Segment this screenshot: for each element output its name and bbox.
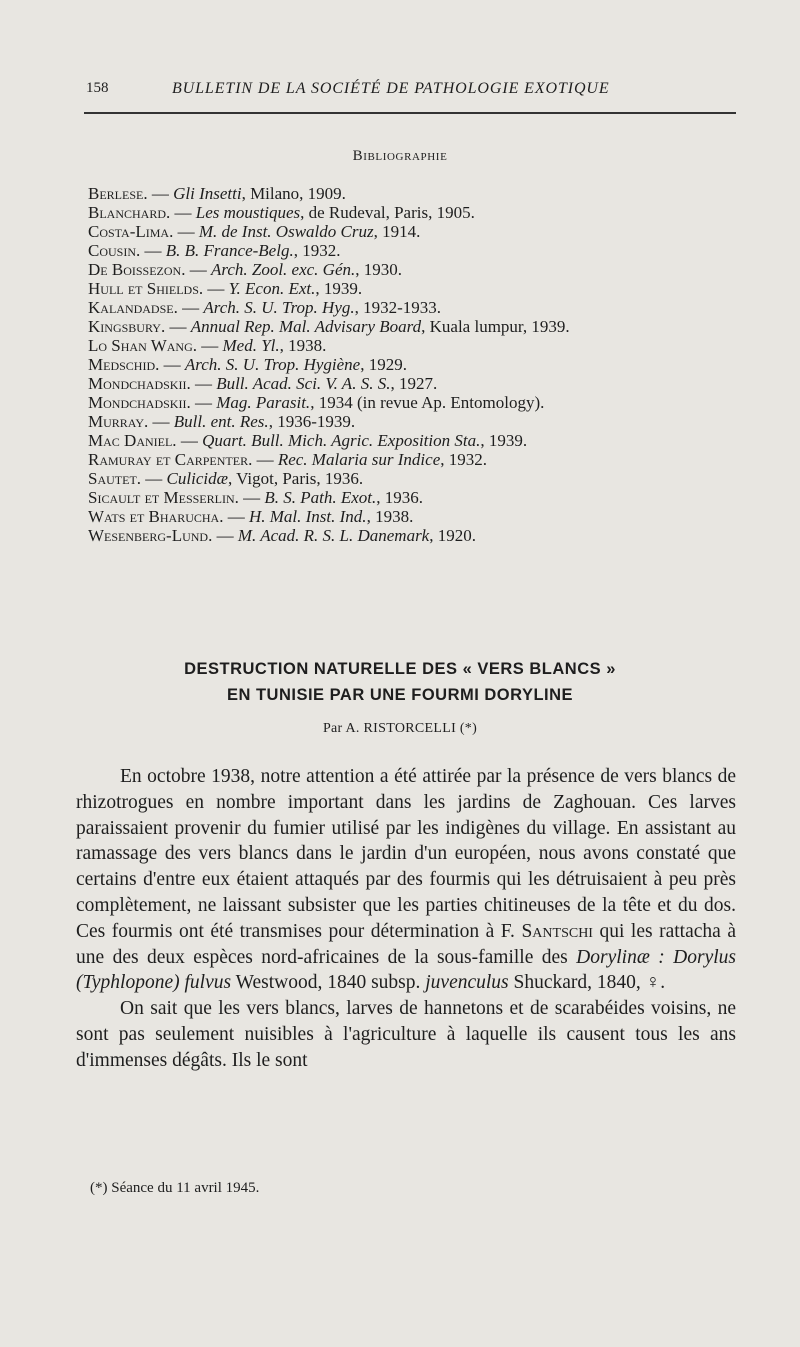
entry-author: Sicault et Messerlin. [88, 488, 239, 507]
entry-details: , de Rudeval, Paris, 1905. [300, 203, 475, 222]
paragraph-1-text-c: Westwood, 1840 subsp. [231, 972, 426, 994]
bibliography-entry [88, 184, 800, 203]
entry-title: B. B. France-Belg. [165, 241, 294, 260]
entry-title: Arch. S. U. Trop. Hygiène [184, 355, 361, 374]
entry-separator: — [203, 279, 229, 298]
entry-separator: — [252, 450, 278, 469]
bibliography-entry [88, 241, 800, 260]
entry-details: , 1914. [373, 222, 421, 241]
entry-author: De Boissezon. [88, 260, 186, 279]
bibliography-entry [88, 222, 800, 241]
entry-title: Bull. Acad. Sci. V. A. S. S. [216, 374, 391, 393]
bibliography-entry [88, 393, 800, 412]
entry-separator: — [177, 298, 204, 317]
bibliography-entry [88, 488, 800, 507]
paragraph-2: On sait que les vers blancs, larves de hannetons et de scarabéides voisins, ne sont pas seulement nuisibles à l'agriculture à laquelle ils causent tous les ans d'immenses dégâts. Ils le sont [76, 998, 736, 1071]
bibliography-list [88, 184, 800, 545]
entry-separator: — [165, 317, 191, 336]
paragraph-1-text-d: Shuckard, 1840, ♀. [508, 972, 666, 994]
entry-details: , 1920. [429, 526, 476, 545]
entry-separator: — [159, 355, 185, 374]
entry-title: Med. Yl. [222, 336, 280, 355]
entry-details: , 1938. [279, 336, 327, 355]
journal-title: BULLETIN DE LA SOCIÉTÉ DE PATHOLOGIE EXOTIQUE [172, 80, 610, 97]
entry-author: Cousin. [88, 241, 141, 260]
entry-separator: — [223, 507, 249, 526]
entry-separator: — [238, 488, 265, 507]
entry-author: Mac Daniel. [88, 431, 177, 450]
entry-title: M. de Inst. Oswaldo Cruz [198, 222, 374, 241]
article-body [76, 764, 736, 1074]
bibliography-entry [88, 355, 800, 374]
entry-title: Arch. Zool. exc. Gén. [210, 260, 356, 279]
entry-separator: — [173, 222, 199, 241]
entry-author: Medschid. [88, 355, 160, 374]
entry-author: Hull et Shields. [88, 279, 204, 298]
subspecies-name: juvenculus [425, 972, 509, 994]
entry-separator: — [212, 526, 238, 545]
entry-separator: — [141, 469, 167, 488]
paragraph-1-text-a: En octobre 1938, notre attention a été attirée par la présence de vers blancs de rhizotrogues en nombre important dans les jardins de Zaghouan. Ces larves paraissaient provenir du fumier utilisé par les indigènes du village. En assistant au ramassage des vers blancs dans le jardin d'un européen, nous avons constaté que certains d'entre eux étaient attaqués par des fourmis qui les détruisaient à peu près complètement, ne laissant subsister que les parties chitineuses de la tête et du dos. Ces fourmis ont été transmises pour détermination à F. [76, 766, 736, 942]
bibliography-heading: Bibliographie [352, 148, 448, 164]
entry-author: Wats et Bharucha. [88, 507, 224, 526]
entry-details: , 1927. [390, 374, 438, 393]
bibliography-entry [88, 412, 800, 431]
header-rule [84, 112, 736, 114]
entry-separator: — [197, 336, 223, 355]
running-header [86, 80, 736, 102]
article-title [0, 656, 800, 708]
entry-author: Berlese. [88, 184, 148, 203]
entry-author: Murray. [88, 412, 149, 431]
entry-title: Arch. S. U. Trop. Hyg. [203, 298, 355, 317]
entry-title: Quart. Bull. Mich. Agric. Exposition Sta. [202, 431, 481, 450]
bibliography-entry [88, 336, 800, 355]
entry-separator: — [140, 241, 166, 260]
entry-details: , 1932. [440, 450, 487, 469]
entry-title: M. Acad. R. S. L. Danemark [237, 526, 430, 545]
bibliography-entry [88, 317, 800, 336]
entry-separator: — [170, 203, 196, 222]
entry-title: Annual Rep. Mal. Advisary Board [190, 317, 422, 336]
article-title-line-1: DESTRUCTION NATURELLE DES « VERS BLANCS » [184, 660, 616, 678]
entry-author: Lo Shan Wang. [88, 336, 197, 355]
entry-details: , Milano, 1909. [241, 184, 346, 203]
footnote: (*) Séance du 11 avril 1945. [90, 1180, 260, 1196]
entry-details: , Vigot, Paris, 1936. [227, 469, 364, 488]
entry-separator: — [147, 184, 174, 203]
entry-author: Ramuray et Carpenter. [88, 450, 253, 469]
entry-title: Les moustiques [195, 203, 301, 222]
entry-author: Kalandadse. [88, 298, 178, 317]
entry-separator: — [185, 260, 211, 279]
entry-title: Mag. Parasit. [216, 393, 311, 412]
entry-separator: — [190, 374, 217, 393]
entry-author: Mondchadskii. [88, 374, 191, 393]
article-author: Par A. RISTORCELLI (*) [322, 721, 478, 736]
entry-details: , 1930. [355, 260, 403, 279]
entry-title: Y. Econ. Ext. [228, 279, 316, 298]
taxon-name: Dorylinæ : Dorylus (Typhlopone) fulvus [76, 946, 736, 994]
bibliography-entry [88, 374, 800, 393]
entry-author: Wesenberg-Lund. [88, 526, 213, 545]
bibliography-entry [88, 431, 800, 450]
entry-author: Kingsbury. [88, 317, 166, 336]
entry-title: Bull. ent. Res. [173, 412, 269, 431]
entry-author: Costa-Lima. [88, 222, 174, 241]
entry-details: , 1929. [360, 355, 407, 374]
entry-separator: — [190, 393, 217, 412]
paragraph-1 [76, 764, 736, 996]
bibliography-entry [88, 526, 800, 545]
entry-details: , 1934 (in revue Ap. Entomology). [310, 393, 545, 412]
entry-details: , Kuala lumpur, 1939. [421, 317, 570, 336]
bibliography-entry [88, 469, 800, 488]
bibliography-entry [88, 298, 800, 317]
bibliography-entry [88, 260, 800, 279]
entry-title: Gli Insetti [173, 184, 242, 203]
entry-title: Culicidæ [166, 469, 228, 488]
bibliography-entry [88, 450, 800, 469]
entry-details: , 1932. [293, 241, 341, 260]
person-name: Santschi [521, 920, 593, 942]
entry-title: B. S. Path. Exot. [264, 488, 377, 507]
bibliography-entry [88, 203, 800, 222]
entry-author: Sautet. [88, 469, 142, 488]
entry-separator: — [176, 431, 203, 450]
entry-title: Rec. Malaria sur Indice [277, 450, 441, 469]
entry-details: , 1932-1933. [354, 298, 442, 317]
entry-details: , 1938. [366, 507, 414, 526]
paragraph-1-text-b: qui les rattacha à une des deux espèces nord-africaines de la sous-famille des [76, 920, 736, 968]
article-title-line-2: EN TUNISIE PAR UNE FOURMI DORYLINE [226, 686, 574, 704]
bibliography-entry [88, 279, 800, 298]
entry-author: Blanchard. [88, 203, 171, 222]
page-number: 158 [86, 80, 109, 96]
entry-details: , 1936-1939. [268, 412, 356, 431]
entry-details: , 1939. [315, 279, 363, 298]
entry-details: , 1936. [376, 488, 424, 507]
bibliography-entry [88, 507, 800, 526]
entry-details: , 1939. [480, 431, 528, 450]
entry-title: H. Mal. Inst. Ind. [248, 507, 367, 526]
entry-author: Mondchadskii. [88, 393, 191, 412]
entry-separator: — [148, 412, 174, 431]
